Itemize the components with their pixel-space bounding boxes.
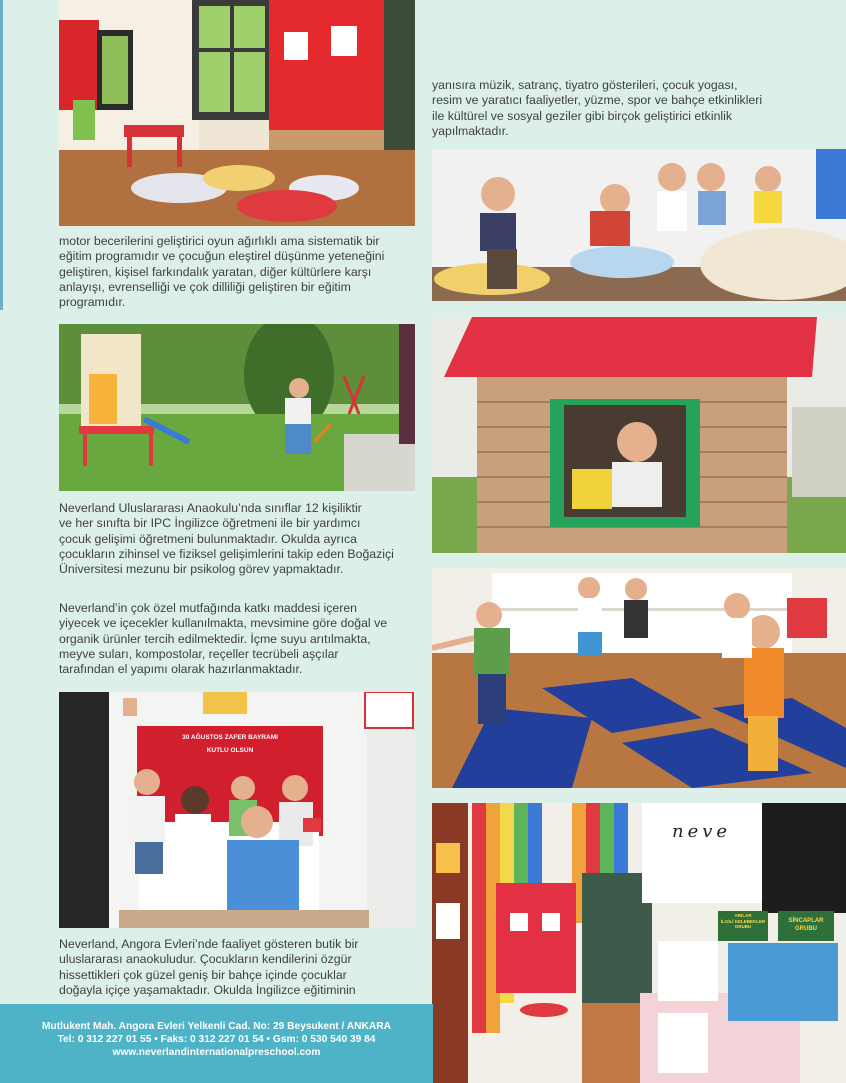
- text-line: çocuk gelişimi öğretmeni bulunmaktadır. Okulda ayrıca: [59, 531, 357, 546]
- text-line: çocukların zihinsel ve fiziksel gelişimlerini takip eden Boğaziçi: [59, 546, 394, 561]
- text-line: ve her sınıfta bir IPC İngilizce öğretmeni ile bir yardımcı: [59, 516, 361, 531]
- text-line: uluslararası anaokuludur. Çocukların kendilerini özgür: [59, 952, 352, 967]
- footer-address: Mutlukent Mah. Angora Evleri Yelkenli Cad. No: 29 Beysukent / ANKARA: [42, 1021, 391, 1032]
- school-intro-paragraph: [59, 937, 424, 998]
- education-paragraph: [59, 234, 424, 310]
- text-line: programıdır.: [59, 295, 126, 310]
- children-cushions-photo: [432, 149, 846, 301]
- hallway-photo: [432, 803, 846, 1083]
- text-line: yanısıra müzik, satranç, tiyatro gösterileri, çocuk yogası,: [432, 78, 738, 92]
- banner-line-2: KUTLU OLSUN: [206, 747, 254, 754]
- garden-photo: [59, 324, 415, 491]
- text-line: tarafından el yapımı olarak hazırlanmaktadır.: [59, 662, 303, 677]
- text-line: yapılmaktadır.: [432, 123, 509, 138]
- sign-text: ARILAR: [734, 913, 752, 918]
- text-line: resim ve yaratıcı faaliyetler, yüzme, spor ve bahçe etkinlikleri: [432, 93, 763, 108]
- text-line: ile kültürel ve sosyal geziler gibi birçok geliştirici etkinlik: [432, 108, 733, 123]
- text-line: doğayla içiçe yaşamaktadır. Okulda İngilizce eğitiminin: [59, 982, 356, 997]
- text-line: yiyecek ve içecekler kullanılmakta, mevsimine göre doğal ve: [59, 616, 388, 631]
- sign-text: İLGİLİ KELEBEKLER: [720, 918, 766, 924]
- contact-footer: [0, 1004, 433, 1083]
- top-right-paragraph: [432, 78, 842, 139]
- text-line: Üniversitesi mezunu bir psikolog görev yapmaktadır.: [59, 562, 344, 577]
- classes-paragraph: [59, 501, 424, 577]
- text-line: Neverland, Angora Evleri’nde faaliyet gösteren butik bir: [59, 937, 359, 951]
- text-line: hissettikleri çok güzel geniş bir bahçe içinde çocuklar: [59, 967, 347, 982]
- text-line: geliştiren, kişisel farkındalık yaratan, diğer kültürlere karşı: [59, 264, 372, 279]
- flag-day-photo: [59, 692, 415, 928]
- sign-text: SİNCAPLAR: [788, 918, 824, 924]
- class-sign-squirrels: [780, 917, 832, 933]
- text-line: organik ürünler tercih edilmektedir. İçme suyu arıtılmakta,: [59, 631, 371, 646]
- exercise-room-photo: [432, 568, 846, 788]
- left-accent-bar: [0, 0, 3, 310]
- text-line: eğitim programıdır ve çocuğun eleştirel düşünme yeteneğini: [59, 249, 385, 264]
- playhouse-photo: [432, 317, 846, 553]
- kitchen-paragraph: [59, 601, 424, 677]
- text-line: motor becerilerini geliştirici oyun ağırlıklı ama sistematik bir: [59, 234, 380, 248]
- text-line: meyve suları, kompostolar, reçeller tecrübeli aşçılar: [59, 646, 339, 661]
- classroom-photo: [59, 0, 415, 226]
- text-line: anlayışı, evrenselliği ve çok dilliliği geliştiren bir eğitim: [59, 279, 351, 294]
- text-line: Neverland Uluslararası Anaokulu’nda sınıflar 12 kişiliktir: [59, 501, 362, 515]
- wall-lettering: neve: [672, 821, 732, 842]
- sign-text: GRUBU: [795, 926, 817, 932]
- footer-phones: Tel: 0 312 227 01 55 • Faks: 0 312 227 01 54 • Gsm: 0 530 540 39 84: [57, 1034, 376, 1045]
- sign-text: GRUBU: [734, 924, 752, 929]
- class-sign-bees: [720, 913, 766, 930]
- text-line: Neverland’in çok özel mutfağında katkı maddesi içeren: [59, 601, 358, 615]
- banner-line-1: 30 AĞUSTOS ZAFER BAYRAMI: [182, 734, 278, 741]
- footer-website[interactable]: www.neverlandinternationalpreschool.com: [112, 1047, 321, 1058]
